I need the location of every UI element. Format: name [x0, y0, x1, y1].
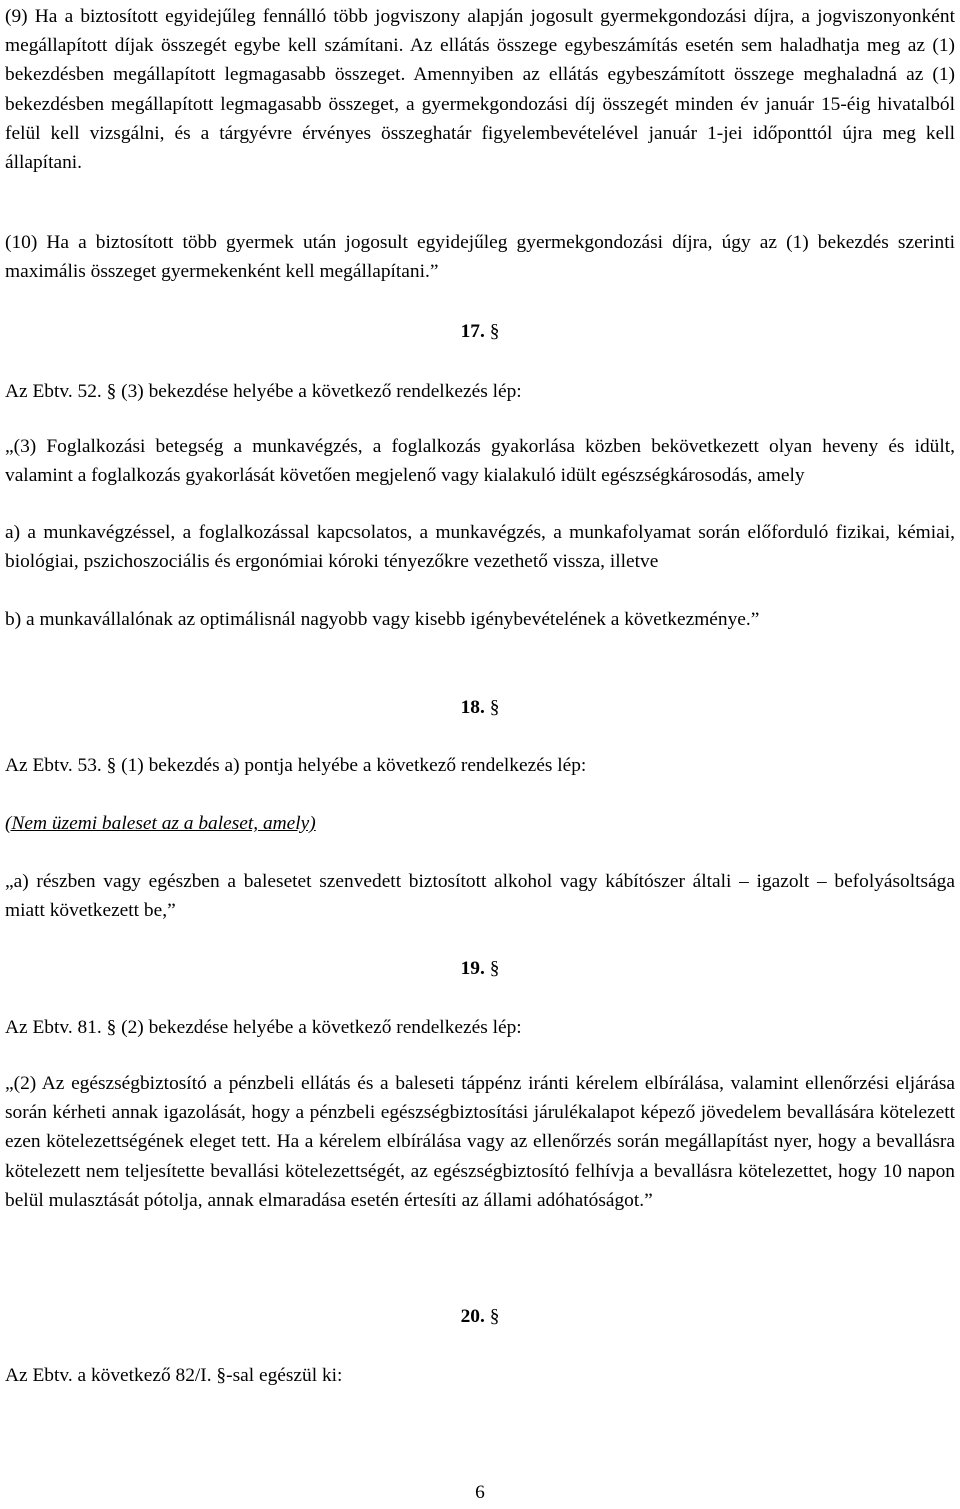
- section-18-text: „a) részben vagy egészben a balesetet szenvedett biztosított alkohol vagy kábítószer általi – igazolt – befolyásoltsága miatt következett be,”: [5, 871, 955, 922]
- section-symbol: §: [489, 321, 500, 342]
- section-number: 20.: [460, 1306, 485, 1327]
- section-19-intro: Az Ebtv. 81. § (2) bekezdése helyébe a következő rendelkezés lép:: [5, 1017, 522, 1038]
- section-symbol: §: [489, 958, 500, 979]
- paragraph-10: (10) Ha a biztosított több gyermek után jogosult egyidejűleg gyermekgondozási díjra, úgy az (1) bekezdés szerinti maximális összeget gyermekenként kell megállapítani.”: [5, 232, 955, 283]
- section-heading-18: [5, 693, 955, 722]
- page-number: 6: [475, 1482, 485, 1503]
- section-number: 17.: [460, 321, 485, 342]
- section-number: 18.: [460, 697, 485, 718]
- section-symbol: §: [489, 697, 500, 718]
- section-heading-19: [5, 954, 955, 983]
- section-17-point-b: b) a munkavállalónak az optimálisnál nagyobb vagy kisebb igénybevételének a következménye.”: [5, 609, 760, 630]
- section-number: 19.: [460, 958, 485, 979]
- section-18-subheading: (Nem üzemi baleset az a baleset, amely): [5, 813, 316, 834]
- paragraph-9: (9) Ha a biztosított egyidejűleg fennálló több jogviszony alapján jogosult gyermekgondozási díjra, a jogviszonyonként megállapított díjak összegét egybe kell számítani. Az ellátás összege egybeszámítás esetén sem haladhatja meg az (1) bekezdésben megállapított legmagasabb összeget. Amennyiben az ellátás egybeszámított összege meghaladná az (1) bekezdésben megállapított legmagasabb összeget, a gyermekgondozási díj összegét minden év január 15-éig hivatalból felül kell vizsgálni, és a tárgyévre érvényes összeghatár figyelembevételével január 1-jei időponttól újra meg kell állapítani.: [5, 6, 955, 174]
- section-heading-20: [5, 1302, 955, 1331]
- section-20-intro: Az Ebtv. a következő 82/I. §-sal egészül ki:: [5, 1365, 343, 1386]
- section-17-point-a: a) a munkavégzéssel, a foglalkozással kapcsolatos, a munkavégzés, a munkafolyamat során előforduló fizikai, kémiai, biológiai, pszichoszociális és ergonómiai kóroki tényezőkre vezethető vissza, illetve: [5, 522, 955, 573]
- section-17-text: „(3) Foglalkozási betegség a munkavégzés, a foglalkozás gyakorlása közben bekövetkezett olyan heveny és idült, valamint a foglalkozás gyakorlását követően megjelenő vagy kialakuló idült egészségkárosodás, amely: [5, 436, 955, 487]
- section-17-intro: Az Ebtv. 52. § (3) bekezdése helyébe a következő rendelkezés lép:: [5, 381, 522, 402]
- section-symbol: §: [489, 1306, 500, 1327]
- section-18-intro: Az Ebtv. 53. § (1) bekezdés a) pontja helyébe a következő rendelkezés lép:: [5, 755, 587, 776]
- section-heading-17: [5, 317, 955, 346]
- section-19-text: „(2) Az egészségbiztosító a pénzbeli ellátás és a baleseti táppénz iránti kérelem elbírálása, valamint ellenőrzési eljárása során kérheti annak igazolását, hogy a pénzbeli egészségbiztosítási járulékalapot képező jövedelem bevallására kötelezett ezen kötelezettségének eleget tett. Ha a kérelem elbírálása vagy az ellenőrzés során megállapítást nyer, hogy a bevallásra kötelezett nem teljesítette bevallási kötelezettségét, az egészségbiztosító felhívja a bevallásra kötelezettet, hogy 10 napon belül mulasztását pótolja, annak elmaradása esetén értesíti az állami adóhatóságot.”: [5, 1073, 955, 1211]
